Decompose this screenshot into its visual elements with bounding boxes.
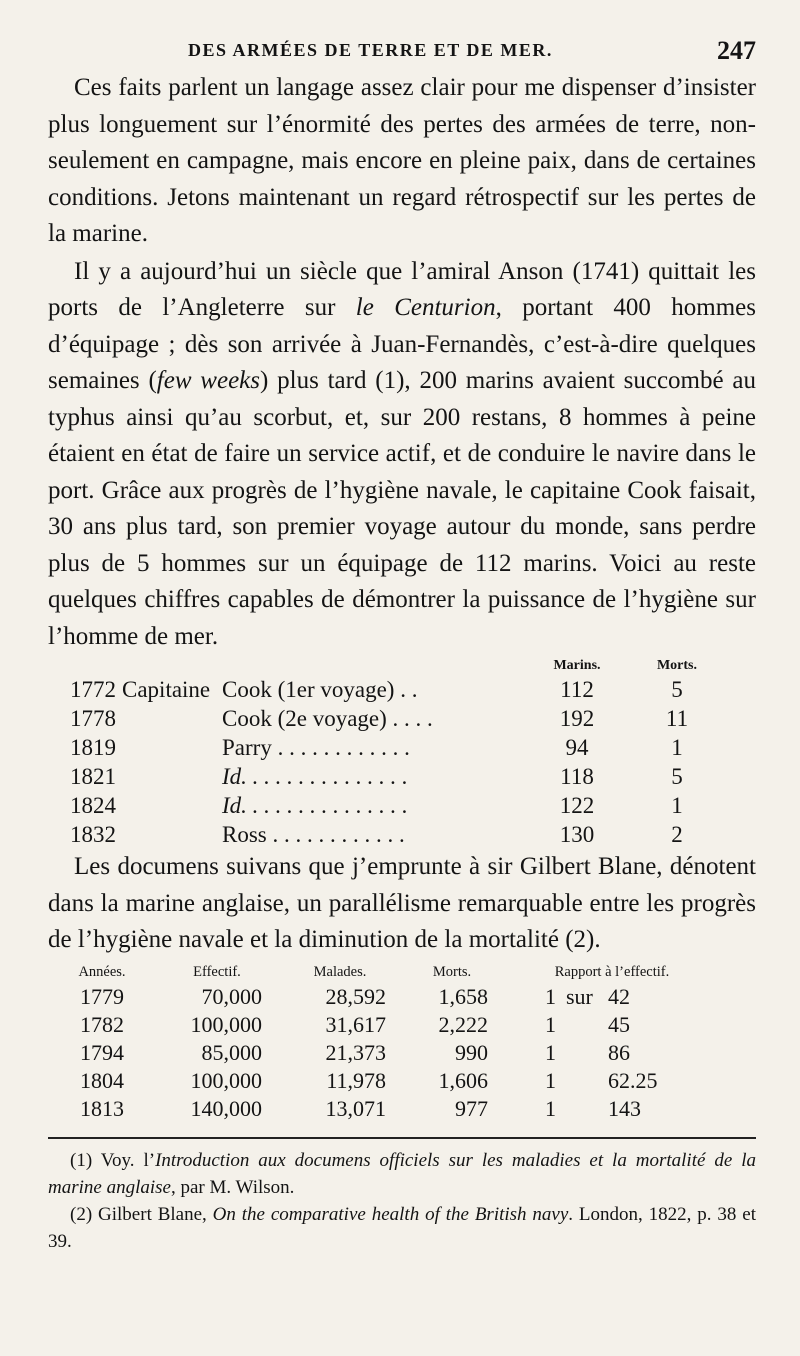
mortality-table xyxy=(48,963,722,1123)
header-effectif: Effectif. xyxy=(193,964,241,980)
voyage-name: Cook (2e voyage) . . . . xyxy=(222,706,433,731)
voyage-year: 1819 xyxy=(70,735,116,760)
voyage-name: Cook (1er voyage) . . xyxy=(222,677,418,702)
ratio-sur xyxy=(566,1011,608,1039)
voyage-marins: 94 xyxy=(565,735,589,760)
table-row xyxy=(48,704,722,733)
footnote-1-title: Introduction aux documens officiels sur les maladies et la mortalité de la marine anglaise xyxy=(48,1149,756,1198)
mortality-malades: 28,592 xyxy=(325,983,386,1009)
book-page xyxy=(48,30,756,1255)
mortality-malades: 13,071 xyxy=(325,1095,386,1121)
voyage-title: Capitaine xyxy=(122,677,211,702)
voyage-year: 1778 xyxy=(70,706,116,731)
ratio-one: 1 xyxy=(545,983,556,1009)
paragraph-2: Il y a aujourd’hui un siècle que l’amiral Anson (1741) quittait les ports de l’Angleterre sur le Centurion, portant 400 hommes d’équipage ; dès son arrivée à Juan-Fernandès, c’est-à-dire quelques semaines (few weeks) plus tard (1), 200 marins avaient succombé au typhus ainsi qu’au scorbut, et, sur 200 restans, 8 hommes à peine étaient en état de faire un service actif, et de conduire le navire dans le port. Grâce aux progrès de l’hygiène navale, le capitaine Cook faisait, 30 ans plus tard, son premier voyage autour du monde, sans perdre plus de 5 hommes sur un équipage de 112 marins. Voici au reste quelques chiffres capables de démontrer la puissance de l’hygiène sur l’homme de mer. xyxy=(48,257,757,650)
mortality-malades: 21,373 xyxy=(325,1039,386,1065)
ratio-value: 86 xyxy=(608,1039,630,1065)
ratio-one: 1 xyxy=(545,1039,556,1065)
voyages-header-row xyxy=(48,657,722,675)
mortality-year: 1794 xyxy=(80,1039,124,1065)
mortality-year: 1779 xyxy=(80,983,124,1009)
mortality-morts: 977 xyxy=(455,1095,488,1121)
header-annees: Années. xyxy=(78,964,126,980)
mortality-effectif: 140,000 xyxy=(190,1095,262,1121)
voyage-marins: 112 xyxy=(560,677,594,702)
footnote-2: (2) Gilbert Blane, On the comparative health of the British navy. London, 1822, p. 38 et 39. xyxy=(48,1203,756,1252)
table-row xyxy=(48,983,722,1011)
voyage-morts: 2 xyxy=(671,822,683,847)
voyage-year: 1821 xyxy=(70,764,116,789)
mortality-year: 1804 xyxy=(80,1067,124,1093)
ratio-one: 1 xyxy=(545,1067,556,1093)
english-phrase: few weeks xyxy=(156,367,260,394)
footnote-rule xyxy=(48,1137,756,1139)
mortality-year: 1813 xyxy=(80,1095,124,1121)
mortality-year: 1782 xyxy=(80,1011,124,1037)
ratio-sur xyxy=(566,1067,608,1095)
mortality-morts: 1,606 xyxy=(438,1067,488,1093)
voyage-name: Parry . . . . . . . . . . . . xyxy=(222,735,410,760)
mortality-effectif: 85,000 xyxy=(201,1039,262,1065)
header-rapport: Rapport à l’effectif. xyxy=(554,964,670,980)
ratio-sur xyxy=(566,1095,608,1123)
mortality-morts: 2,222 xyxy=(438,1011,488,1037)
header-marins: Marins. xyxy=(553,658,601,673)
ratio-value: 143 xyxy=(608,1095,641,1121)
voyage-name: Id. . . . . . . . . . . . . . . xyxy=(222,764,408,789)
voyage-title xyxy=(122,820,222,849)
table-row xyxy=(48,733,722,762)
mortality-effectif: 100,000 xyxy=(190,1011,262,1037)
voyage-morts: 5 xyxy=(671,764,683,789)
header-morts: Morts. xyxy=(432,964,472,980)
ratio-value: 45 xyxy=(608,1011,630,1037)
table-row xyxy=(48,791,722,820)
voyage-morts: 1 xyxy=(671,793,683,818)
mortality-header-row xyxy=(48,963,722,983)
ratio-one: 1 xyxy=(545,1095,556,1121)
voyage-marins: 130 xyxy=(559,822,595,847)
voyage-marins: 192 xyxy=(559,706,595,731)
voyage-year: 1772 xyxy=(70,677,116,702)
voyage-name: Ross . . . . . . . . . . . . xyxy=(222,822,405,847)
voyage-title xyxy=(122,704,222,733)
table-row xyxy=(48,820,722,849)
table-row xyxy=(48,1067,722,1095)
ratio-one: 1 xyxy=(545,1011,556,1037)
ratio-sur xyxy=(566,1039,608,1067)
ratio-value: 42 xyxy=(608,983,630,1009)
voyage-morts: 5 xyxy=(671,677,683,702)
voyages-table xyxy=(48,657,722,849)
ship-name: le Centurion xyxy=(355,294,496,321)
header-malades: Malades. xyxy=(313,964,367,980)
voyage-morts: 11 xyxy=(665,706,689,731)
voyage-title xyxy=(122,762,222,791)
table-row xyxy=(48,675,722,704)
table-row xyxy=(48,1039,722,1067)
footnote-2-title: On the comparative health of the British navy xyxy=(212,1203,569,1225)
running-title: DES ARMÉES DE TERRE ET DE MER. xyxy=(188,40,553,60)
ratio-value: 62.25 xyxy=(608,1067,658,1093)
voyage-name: Id. . . . . . . . . . . . . . . xyxy=(222,793,408,818)
mortality-malades: 31,617 xyxy=(325,1011,386,1037)
voyage-marins: 122 xyxy=(559,793,595,818)
page-number: 247 xyxy=(717,36,756,65)
mortality-morts: 990 xyxy=(455,1039,488,1065)
footnote-1: (1) Voy. l’Introduction aux documens officiels sur les maladies et la mortalité de la marine anglaise, par M. Wilson. xyxy=(48,1149,756,1198)
mortality-effectif: 100,000 xyxy=(190,1067,262,1093)
paragraph-1: Ces faits parlent un langage assez clair pour me dispenser d’insister plus longuement sur l’énormité des pertes des armées de terre, non-seulement en campagne, mais encore en pleine paix, dans de certaines conditions. Jetons maintenant un regard rétrospectif sur les pertes de la marine. xyxy=(48,74,756,247)
voyage-year: 1824 xyxy=(70,793,116,818)
voyage-title xyxy=(122,733,222,762)
header-morts: Morts. xyxy=(656,658,698,673)
voyage-title xyxy=(122,791,222,820)
table-row xyxy=(48,762,722,791)
table-row xyxy=(48,1011,722,1039)
voyage-morts: 1 xyxy=(671,735,683,760)
mortality-effectif: 70,000 xyxy=(201,983,262,1009)
paragraph-3: Les documens suivans que j’emprunte à sir Gilbert Blane, dénotent dans la marine anglaise, un parallélisme remarquable entre les progrès de l’hygiène navale et la diminution de la mortalité (2). xyxy=(48,853,756,953)
mortality-morts: 1,658 xyxy=(438,983,488,1009)
voyage-year: 1832 xyxy=(70,822,116,847)
running-head xyxy=(48,30,756,70)
ratio-sur: sur xyxy=(566,983,593,1009)
mortality-malades: 11,978 xyxy=(326,1067,386,1093)
voyage-marins: 118 xyxy=(560,764,594,789)
table-row xyxy=(48,1095,722,1123)
